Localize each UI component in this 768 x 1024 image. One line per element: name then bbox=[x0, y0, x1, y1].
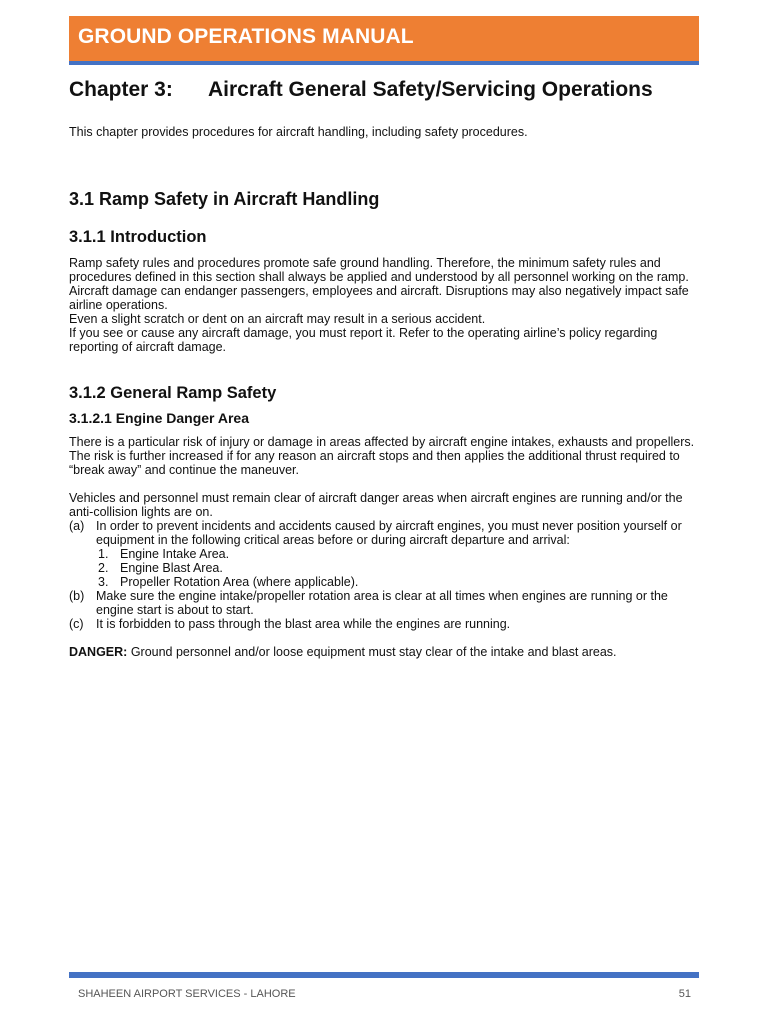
critical-area-text: Engine Intake Area. bbox=[120, 547, 230, 561]
critical-area-text: Propeller Rotation Area (where applicable). bbox=[120, 575, 359, 589]
list-item-body bbox=[96, 519, 701, 589]
intro-line-4: If you see or cause any aircraft damage, you must report it. Refer to the operating airline’s policy regarding reporting of aircraft damage. bbox=[69, 326, 658, 354]
engine-danger-list bbox=[69, 519, 701, 631]
list-item-text: In order to prevent incidents and accidents caused by aircraft engines, you must never position yourself or equipment in the following critical areas before or during aircraft departure and arrival: bbox=[96, 519, 682, 547]
num-marker: 3. bbox=[98, 575, 109, 589]
intro-line-1: Ramp safety rules and procedures promote safe ground handling. Therefore, the minimum safety rules and procedures defined in this section shall always be applied and understood by all personnel working on the ramp. bbox=[69, 256, 689, 284]
num-marker: 2. bbox=[98, 561, 109, 575]
critical-area-item bbox=[96, 575, 701, 589]
manual-title: GROUND OPERATIONS MANUAL bbox=[78, 25, 414, 48]
danger-label: DANGER: bbox=[69, 645, 128, 659]
chapter-number: Chapter 3: bbox=[69, 78, 173, 101]
intro-line-2: Aircraft damage can endanger passengers, employees and aircraft. Disruptions may also negatively impact safe airline operations. bbox=[69, 284, 689, 312]
page-content bbox=[69, 78, 701, 659]
list-item-a bbox=[69, 519, 701, 589]
list-item-b bbox=[69, 589, 701, 617]
list-marker: (b) bbox=[69, 589, 85, 603]
list-item-c bbox=[69, 617, 701, 631]
list-marker: (c) bbox=[69, 617, 84, 631]
section-heading-3-1-2-1: 3.1.2.1 Engine Danger Area bbox=[69, 410, 249, 426]
danger-text: Ground personnel and/or loose equipment must stay clear of the intake and blast areas. bbox=[127, 645, 617, 659]
header-rule bbox=[69, 61, 699, 65]
list-item-text: It is forbidden to pass through the blast area while the engines are running. bbox=[96, 617, 511, 631]
num-marker: 1. bbox=[98, 547, 109, 561]
section-heading-3-1-2: 3.1.2 General Ramp Safety bbox=[69, 384, 277, 402]
chapter-heading bbox=[69, 78, 701, 102]
critical-area-item bbox=[96, 561, 701, 575]
critical-area-text: Engine Blast Area. bbox=[120, 561, 223, 575]
critical-area-item bbox=[96, 547, 701, 561]
intro-line-3: Even a slight scratch or dent on an aircraft may result in a serious accident. bbox=[69, 312, 486, 326]
list-item-text: Make sure the engine intake/propeller rotation area is clear at all times when engines are running or the engine start is about to start. bbox=[96, 589, 668, 617]
critical-areas-list bbox=[96, 547, 701, 589]
introduction-body bbox=[69, 256, 701, 354]
page-number: 51 bbox=[678, 988, 691, 1000]
chapter-intro: This chapter provides procedures for aircraft handling, including safety procedures. bbox=[69, 125, 528, 139]
engine-danger-paragraph-1: There is a particular risk of injury or damage in areas affected by aircraft engine intakes, exhausts and propellers. The risk is further increased if for any reason an aircraft stops and then applies the additional thrust required to “break away” and continue the maneuver. bbox=[69, 435, 695, 477]
section-heading-3-1-1: 3.1.1 Introduction bbox=[69, 228, 207, 246]
footer-company: SHAHEEN AIRPORT SERVICES - LAHORE bbox=[78, 988, 296, 1000]
danger-note bbox=[69, 645, 701, 659]
list-marker: (a) bbox=[69, 519, 85, 533]
engine-danger-paragraph-2: Vehicles and personnel must remain clear of aircraft danger areas when aircraft engines are running and/or the anti-collision lights are on. bbox=[69, 491, 683, 519]
section-heading-3-1: 3.1 Ramp Safety in Aircraft Handling bbox=[69, 189, 380, 209]
header-bar bbox=[69, 16, 699, 61]
footer-rule bbox=[69, 972, 699, 978]
chapter-title: Aircraft General Safety/Servicing Operations bbox=[208, 78, 653, 101]
